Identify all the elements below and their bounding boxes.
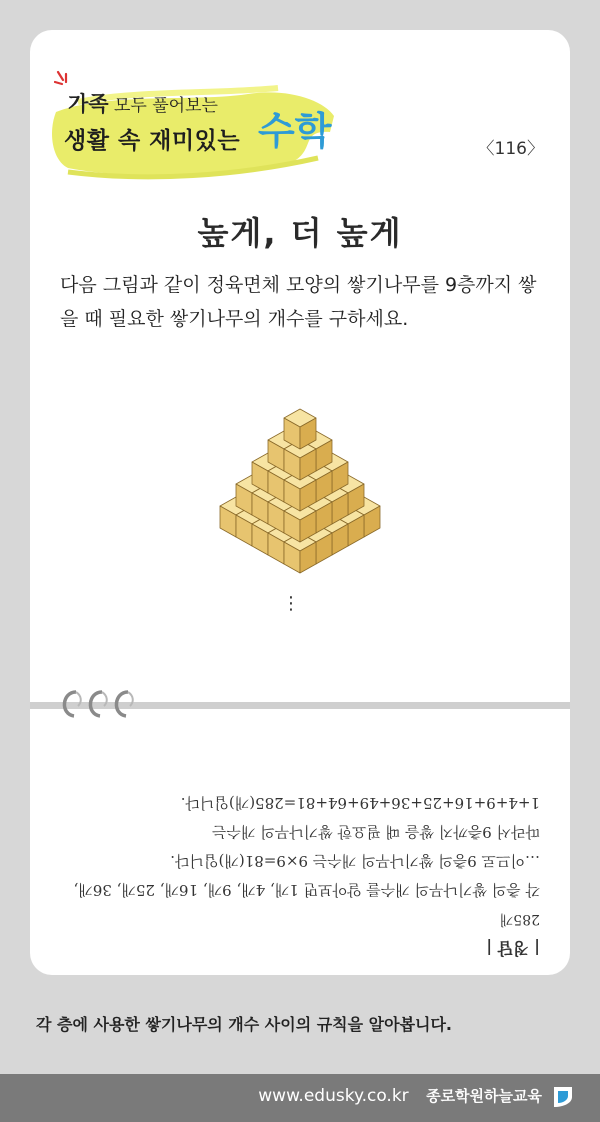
publisher-name: 종로학원하늘교육	[426, 1087, 542, 1105]
answer-value: 285개	[499, 911, 540, 927]
answer-line: 각 층의 쌓기나무의 개수를 알아보면 1개, 4개, 9개, 16개, 25개, 36개,	[73, 881, 540, 899]
answer-line: 따라서 9층까지 쌓을 때 필요한 쌓기나무의 개수는	[212, 823, 540, 841]
header-subtitle: 가족 모두 풀어보는	[68, 92, 218, 116]
header-title: 생활 속 재미있는	[64, 128, 241, 154]
quiz-card	[30, 30, 570, 975]
question-text: 다음 그림과 같이 정육면체 모양의 쌓기나무를 9층까지 쌓을 때 필요한 쌓기나무의 개수를 구하세요.	[60, 274, 537, 330]
answer-upside-down	[50, 730, 550, 965]
edusky-logo-icon	[550, 1083, 576, 1109]
header-brand: 수학	[258, 109, 332, 153]
cube	[284, 409, 316, 449]
answer-line: …이므로 9층의 쌓기나무의 개수는 9×9=81(개)입니다.	[170, 852, 540, 870]
answer-label: | 정답 |	[486, 939, 540, 958]
footer-text	[258, 1085, 542, 1106]
cube-pyramid-illustration	[170, 348, 430, 598]
site-url[interactable]: www.edusky.co.kr	[258, 1086, 409, 1106]
hint-text: 각 층에 사용한 쌓기나무의 개수 사이의 규칙을 알아봅니다.	[36, 1015, 453, 1034]
page-title: 높게, 더 높게	[197, 214, 403, 252]
ring-binder-icon	[54, 684, 146, 724]
issue-number: 〈116〉	[477, 139, 544, 159]
continuation-ellipsis: ⋮	[282, 593, 300, 614]
answer-line: 1+4+9+16+25+36+49+64+81=285(개)입니다.	[180, 794, 540, 812]
